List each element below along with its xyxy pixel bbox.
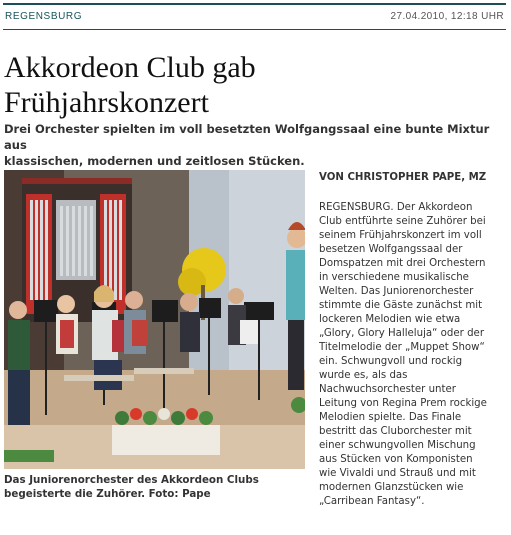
body-line: stimmte die Gäste zunächst mit: [319, 300, 483, 311]
concert-photo-illustration: [4, 170, 305, 469]
body-line: Welten. Das Juniorenorchester: [319, 286, 474, 297]
body-line: „Carribean Fantasy“.: [319, 496, 425, 507]
body-line: bestritt das Cluborchester mit: [319, 426, 472, 437]
body-line: Club entführte seine Zuhörer bei: [319, 216, 486, 227]
caption-line-2: begeisterte die Zuhörer. Foto: Pape: [4, 488, 211, 500]
caption-line-1: Das Juniorenorchester des Akkordeon Clubs: [4, 474, 259, 486]
body-line: Domspatzen mit drei Orchestern: [319, 258, 486, 269]
body-line: „Glory, Glory Halleluja“ oder der: [319, 328, 485, 339]
header-top-rule: [3, 3, 506, 5]
subhead-line-2: klassischen, modernen und zeitlosen Stücken.: [4, 154, 305, 168]
body-line: lockeren Melodien wie etwa: [319, 314, 461, 325]
body-line: Nachwuchsorchester unter: [319, 384, 456, 395]
body-line: ein. Schwungvoll und rockig: [319, 356, 463, 367]
header-bottom-rule: [3, 29, 506, 30]
body-line: besetzen Wolfgangssaal der: [319, 244, 463, 255]
publish-date: 27.04.2010, 12:18 UHR: [390, 11, 504, 22]
article-subhead: [4, 121, 494, 169]
body-line: Titelmelodie der „Muppet Show“: [319, 342, 485, 353]
section-name[interactable]: REGENSBURG: [5, 11, 83, 22]
body-line: aus Stücken von Komponisten: [319, 454, 473, 465]
headline-line-2: Frühjahrskonzert: [4, 86, 209, 119]
article-body: [319, 201, 509, 509]
body-line: in verschiedene musikalische: [319, 272, 469, 283]
body-line: REGENSBURG. Der Akkordeon: [319, 202, 473, 213]
headline-line-1: Akkordeon Club gab: [4, 51, 256, 84]
body-line: wurde es, als das: [319, 370, 408, 381]
body-line: wie Vivaldi und Strauß und mit: [319, 468, 476, 479]
body-line: einer schwungvollen Mischung: [319, 440, 476, 451]
author-byline: VON CHRISTOPHER PAPE, MZ: [319, 172, 487, 183]
article-headline: [4, 50, 504, 120]
body-line: modernen Glanzstücken wie: [319, 482, 464, 493]
body-line: Melodien spielte. Das Finale: [319, 412, 462, 423]
photo-caption: [4, 473, 305, 501]
article-photo[interactable]: [4, 170, 305, 469]
body-line: Leitung von Regina Prem rockige: [319, 398, 487, 409]
body-line: seinem Frühjahrskonzert im voll: [319, 230, 482, 241]
subhead-line-1: Drei Orchester spielten im voll besetzten Wolfgangssaal eine bunte Mixtur aus: [4, 122, 490, 152]
